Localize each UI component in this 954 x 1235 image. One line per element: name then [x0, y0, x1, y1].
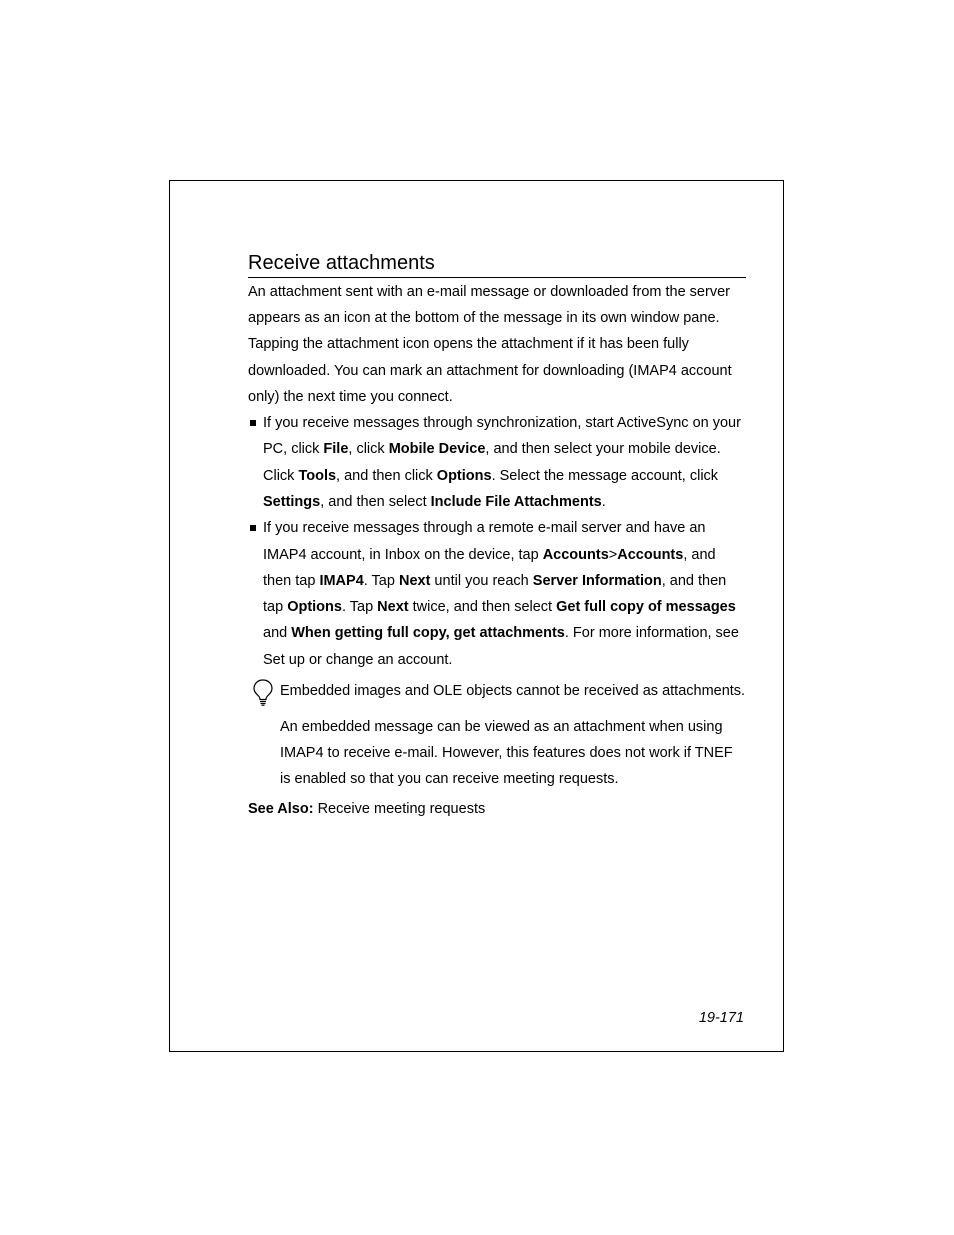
- ui-term-file: File: [323, 441, 349, 458]
- ui-term-tools: Tools: [298, 467, 337, 484]
- text-segment: . Select the message account, click: [491, 467, 719, 484]
- note: [248, 678, 746, 704]
- lightbulb-icon: [252, 678, 274, 708]
- instruction-list: [248, 410, 746, 673]
- text-segment: . Tap: [341, 599, 378, 616]
- ui-term-settings: Settings: [263, 493, 321, 510]
- text-segment: , and then select your mobile device. Click: [263, 441, 721, 484]
- ui-term-imap4: IMAP4: [319, 572, 364, 589]
- text-segment: twice, and then select: [408, 599, 557, 616]
- text-segment: If you receive messages through synchronization, start ActiveSync on your PC, click: [263, 415, 741, 458]
- text-segment: . Tap: [363, 572, 399, 589]
- ui-term-options: Options: [287, 599, 342, 616]
- text-segment: , click: [348, 441, 389, 458]
- ui-term-accounts: Accounts: [617, 546, 684, 563]
- ui-term-when-getting-full-copy: When getting full copy, get attachments: [291, 625, 565, 642]
- text-segment: , and then select: [320, 493, 431, 510]
- ui-term-server-information: Server Information: [532, 572, 662, 589]
- page-number: 19-171: [698, 1010, 744, 1026]
- text-segment: and: [263, 625, 292, 642]
- see-also-label: See Also:: [248, 800, 314, 817]
- intro-paragraph: An attachment sent with an e-mail message or downloaded from the server appears as an icon at the bottom of the message in its own window pane. Tapping the attachment icon opens the attachment if it has been fully downloaded. You can mark an attachment for downloading (IMAP4 account only) the next time you connect.: [248, 284, 732, 405]
- see-also-link: Receive meeting requests: [313, 800, 486, 817]
- note-line: Embedded images and OLE objects cannot be received as attachments.: [280, 682, 746, 699]
- ui-term-accounts: Accounts: [542, 546, 609, 563]
- text-segment: , and then tap: [263, 546, 716, 589]
- ui-term-get-full-copy: Get full copy of messages: [556, 599, 736, 616]
- text-segment: .: [601, 493, 606, 510]
- ui-term-next: Next: [398, 572, 431, 589]
- list-item-sync: [248, 410, 746, 515]
- text-segment: >: [608, 546, 618, 563]
- text-segment: If you receive messages through a remote e-mail server and have an IMAP4 account, in Inbox on the device, tap: [263, 520, 706, 563]
- ui-term-next: Next: [377, 599, 409, 616]
- bullet-square-icon: [250, 420, 256, 426]
- note-paragraph: An embedded message can be viewed as an attachment when using IMAP4 to receive e-mail. However, this features does not work if TNEF is enabled so that you can receive meeting requests.: [280, 718, 733, 787]
- ui-term-mobile-device: Mobile Device: [388, 441, 486, 458]
- section-heading: Receive attachments: [248, 249, 746, 278]
- bullet-square-icon: [250, 525, 256, 531]
- list-item-imap4: [248, 515, 746, 673]
- ui-term-options: Options: [436, 467, 492, 484]
- text-segment: , and then tap: [263, 572, 727, 616]
- text-segment: . For more information, see Set up or change an account.: [263, 625, 739, 668]
- ui-term-include-file-attachments: Include File Attachments: [430, 493, 602, 510]
- text-segment: , and then click: [336, 467, 437, 484]
- text-segment: until you reach: [430, 572, 533, 589]
- see-also: [248, 798, 746, 820]
- document-content: [248, 249, 746, 820]
